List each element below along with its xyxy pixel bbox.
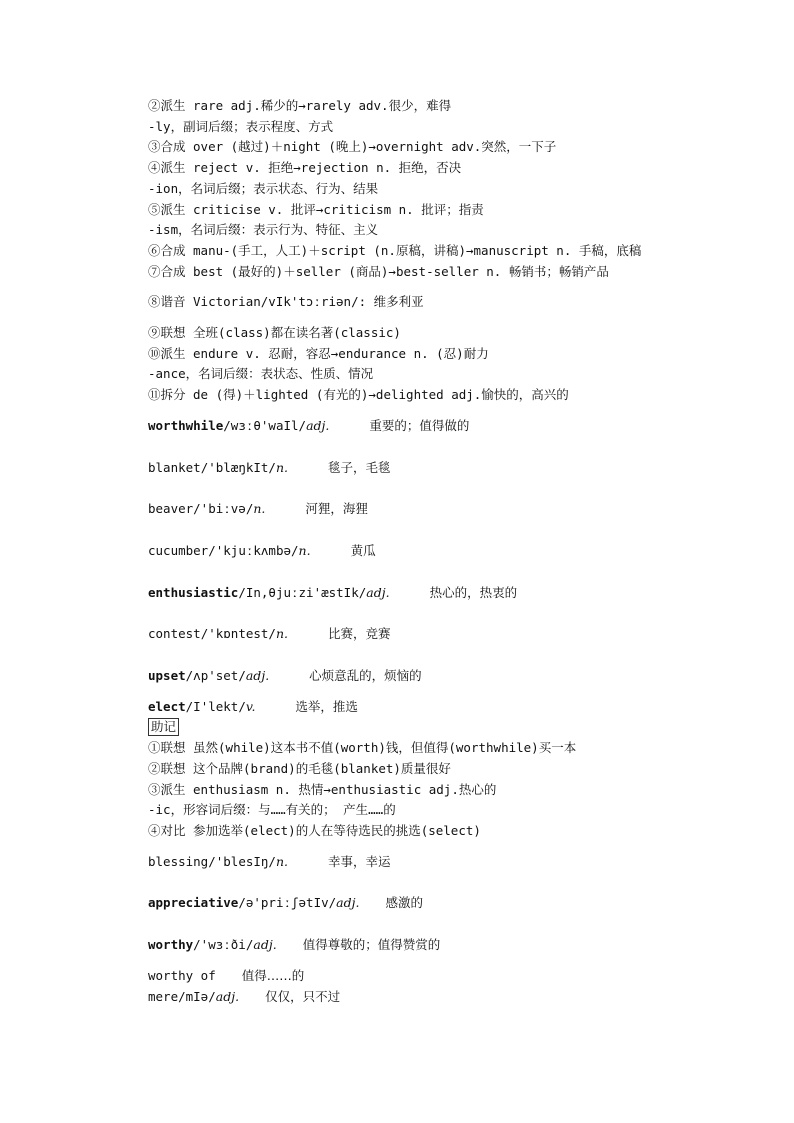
- note-line: ⑩派生 endure v. 忍耐，容忍→endurance n. (忍)耐力: [148, 345, 489, 361]
- note-line: -ance，名词后缀：表状态、性质、情况: [148, 366, 374, 382]
- vocab-meaning: 仅仅，只不过: [265, 988, 341, 1004]
- vocab-meaning: 感激的: [385, 895, 423, 911]
- vocab-meaning: 热心的，热衷的: [429, 584, 518, 600]
- vocab-word: beaver: [148, 501, 194, 517]
- vocab-word: contest: [148, 626, 201, 642]
- note-line: ②派生 rare adj.稀少的→rarely adv.很少，难得: [148, 98, 452, 113]
- note-line: ⑦合成 best (最好的)＋seller (商品)→best-seller n. 畅销书；畅销产品: [148, 263, 609, 279]
- note-line: ⑥合成 manu-(手工，人工)＋script (n.原稿，讲稿)→manuscript n. 手稿，底稿: [148, 242, 642, 258]
- vocab-pos: adj.: [215, 988, 240, 1004]
- vocab-entry: [148, 583, 708, 604]
- vocab-entry-elect: [148, 697, 708, 718]
- vocab-word: appreciative: [148, 895, 239, 911]
- vocab-pos: n.: [275, 459, 288, 475]
- note-line: -ly，副词后缀；表示程度、方式: [148, 118, 334, 134]
- vocab-phonetic: /I'lekt/: [185, 698, 246, 714]
- vocab-pos: n.: [275, 853, 288, 869]
- vocab-word: upset: [148, 668, 186, 684]
- vocab-phonetic: /wɜːθ'waIl/: [223, 417, 307, 433]
- vocab-phonetic: /'blesIŋ/: [208, 853, 276, 869]
- vocab-pos: adj.: [366, 584, 390, 600]
- note-line: ④派生 reject v. 拒绝→rejection n. 拒绝，否决: [148, 160, 462, 176]
- vocab-word: blessing: [148, 853, 209, 869]
- derivation-notes-block-2: [148, 323, 708, 406]
- note-line: ⑤派生 criticise v. 批评→criticism n. 批评；指责: [148, 201, 484, 217]
- vocab-entry: [148, 499, 708, 520]
- vocab-phonetic: /'kɒntest/: [200, 626, 276, 642]
- vocab-phonetic: /'biːvə/: [193, 501, 254, 517]
- vocab-word: cucumber: [148, 542, 209, 558]
- vocab-phonetic: /ʌp'set/: [185, 668, 246, 684]
- note-line: -ism，名词后缀：表示行为、特征、主义: [148, 222, 379, 238]
- vocab-phonetic: /ə'priːʃətIv/: [238, 895, 337, 911]
- vocab-phonetic: /In,θjuːzi'æstIk/: [238, 584, 367, 600]
- vocab-word: elect: [148, 698, 186, 714]
- note-line: -ion，名词后缀；表示状态、行为、结果: [148, 180, 379, 196]
- vocab-word: enthusiastic: [148, 584, 239, 600]
- vocab-phonetic: /'blæŋkIt/: [200, 459, 276, 475]
- note-line-victorian: ⑧谐音 Victorian/vIk'tɔːriən/: 维多利亚: [148, 294, 424, 310]
- vocab-entry: [148, 541, 708, 562]
- vocab-pos: v.: [245, 698, 256, 714]
- note-line: ③合成 over (越过)＋night (晚上)→overnight adv.突然，一下子: [148, 139, 557, 155]
- vocab-meaning: 幸事，幸运: [327, 853, 391, 869]
- vocab-entry: [148, 935, 708, 956]
- vocab-pos: n.: [253, 501, 266, 517]
- vocab-meaning: 比赛，竞赛: [327, 626, 391, 642]
- vocab-entry-mere: [148, 987, 708, 1008]
- vocab-pos: adj.: [336, 895, 360, 911]
- vocab-meaning: 毯子，毛毯: [327, 459, 391, 475]
- vocab-meaning: 选举，推选: [295, 698, 358, 714]
- note-line: ⑪拆分 de (得)＋lighted (有光的)→delighted adj.愉快的，高兴的: [148, 387, 569, 403]
- vocab-pos: adj.: [253, 937, 277, 953]
- note-line: ⑨联想 全班(class)都在读名著(classic): [148, 325, 401, 341]
- mnemonic-notes-block: [148, 738, 708, 842]
- vocab-word: blanket: [148, 459, 201, 475]
- vocab-phonetic: /'wɜːði/: [193, 937, 254, 953]
- vocab-word: worthwhile: [148, 417, 224, 433]
- note-line: -ic，形容词后缀：与……有关的； 产生……的: [148, 802, 396, 818]
- vocab-word: mere: [148, 988, 179, 1004]
- phrase-entry-worthy-of: [148, 966, 708, 987]
- vocab-entry: [148, 458, 708, 479]
- vocab-pos: n.: [298, 542, 311, 558]
- vocab-meaning: 河狸，海狸: [305, 501, 368, 517]
- note-line: ①联想 虽然(while)这本书不值(worth)钱，但值得(worthwhile)买一本: [148, 740, 577, 756]
- vocabulary-document: [148, 96, 708, 1007]
- vocab-entry: [148, 893, 708, 914]
- vocab-entry: [148, 666, 708, 687]
- mnemonic-tag: 助记: [148, 718, 179, 736]
- phrase-text: worthy of: [148, 967, 216, 983]
- vocab-meaning: 重要的；值得做的: [369, 417, 470, 433]
- phrase-meaning: 值得……的: [241, 967, 305, 983]
- note-line: ④对比 参加选举(elect)的人在等待选民的挑选(select): [148, 822, 481, 838]
- vocab-pos: n.: [275, 626, 288, 642]
- vocab-phonetic: /'kjuːkʌmbə/: [208, 542, 299, 558]
- vocab-meaning: 心烦意乱的，烦恼的: [309, 668, 422, 684]
- vocab-pos: adj.: [245, 668, 270, 684]
- vocab-entry: [148, 416, 708, 437]
- note-line: ③派生 enthusiasm n. 热情→enthusiastic adj.热心的: [148, 781, 497, 797]
- vocab-pos: adj.: [306, 417, 330, 433]
- vocab-entry: [148, 852, 708, 873]
- vocab-entry: [148, 624, 708, 645]
- vocab-meaning: 黄瓜: [350, 542, 376, 558]
- vocab-word: worthy: [148, 937, 194, 953]
- note-line: ②联想 这个品牌(brand)的毛毯(blanket)质量很好: [148, 760, 451, 776]
- derivation-notes-block-1: [148, 96, 708, 282]
- vocab-phonetic: /mIə/: [178, 988, 216, 1004]
- vocab-meaning: 值得尊敬的；值得赞赏的: [302, 937, 441, 953]
